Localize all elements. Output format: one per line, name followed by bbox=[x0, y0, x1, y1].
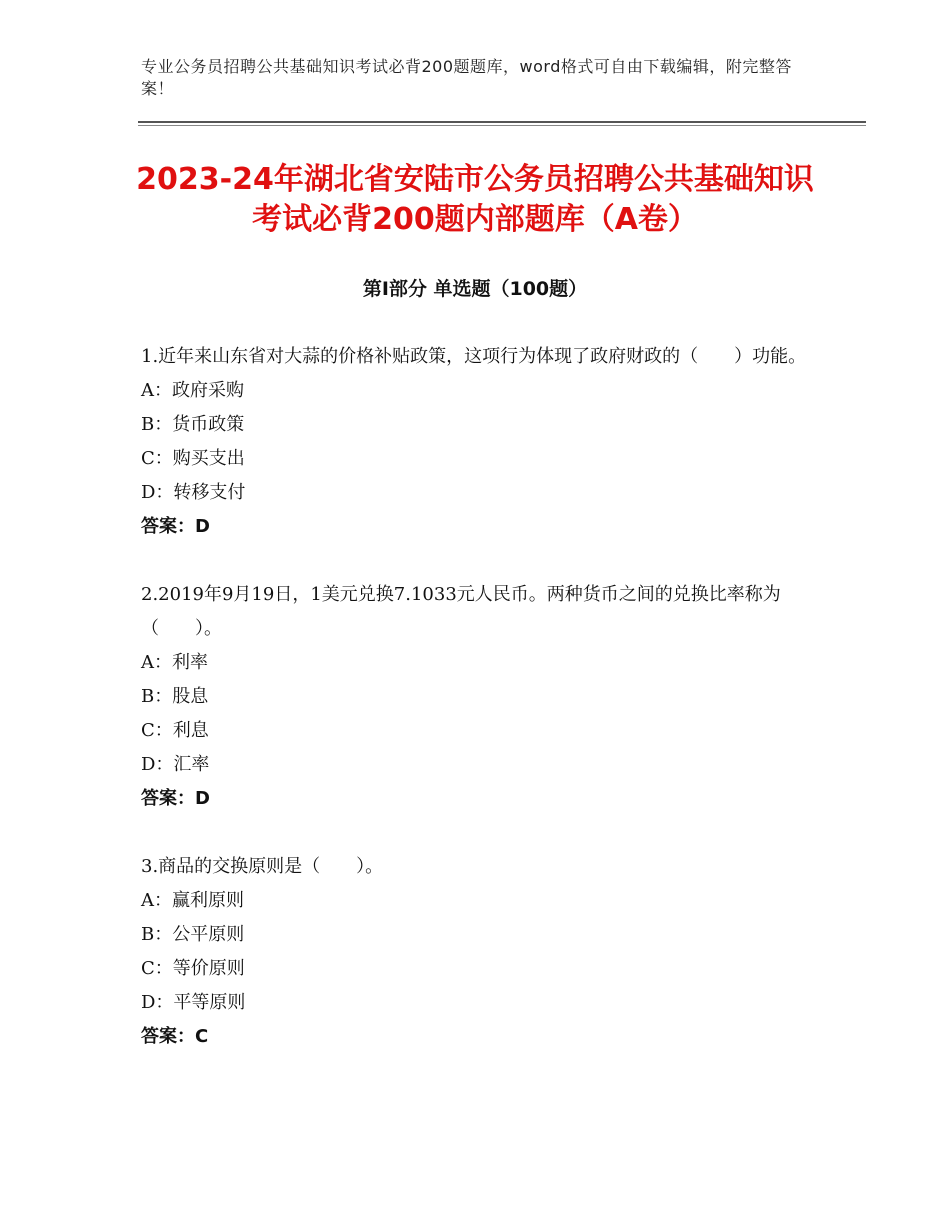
document-title: 2023-24年湖北省安陆市公务员招聘公共基础知识考试必背200题内部题库（A卷） bbox=[136, 162, 814, 237]
option-c[interactable]: C：等价原则 bbox=[141, 958, 245, 979]
header-rule bbox=[138, 121, 866, 123]
option-b[interactable]: B：公平原则 bbox=[141, 924, 245, 945]
option-a[interactable]: A：利率 bbox=[141, 652, 208, 673]
answer-text: 答案：D bbox=[141, 788, 210, 809]
answer-text: 答案：D bbox=[141, 516, 210, 537]
option-a[interactable]: A：赢利原则 bbox=[141, 890, 244, 911]
question-stem: 3.商品的交换原则是（ ）。 bbox=[141, 856, 384, 877]
option-c[interactable]: C：利息 bbox=[141, 720, 209, 741]
option-b[interactable]: B：股息 bbox=[141, 686, 209, 707]
answer-text: 答案：C bbox=[141, 1026, 209, 1047]
question-list bbox=[141, 340, 821, 1088]
question-1 bbox=[141, 340, 821, 544]
option-d[interactable]: D：转移支付 bbox=[141, 482, 246, 503]
header-rule-thin bbox=[138, 125, 866, 126]
option-c[interactable]: C：购买支出 bbox=[141, 448, 245, 469]
section-title: 第Ⅰ部分 单选题（100题） bbox=[362, 278, 588, 300]
option-d[interactable]: D：汇率 bbox=[141, 754, 210, 775]
question-stem: 1.近年来山东省对大蒜的价格补贴政策，这项行为体现了政府财政的（ ）功能。 bbox=[141, 346, 807, 367]
header-note: 专业公务员招聘公共基础知识考试必背200题题库，word格式可自由下载编辑，附完整答案！ bbox=[141, 57, 792, 98]
option-d[interactable]: D：平等原则 bbox=[141, 992, 246, 1013]
option-a[interactable]: A：政府采购 bbox=[141, 380, 244, 401]
question-stem: 2.2019年9月19日，1美元兑换7.1033元人民币。两种货币之间的兑换比率称为（ ）。 bbox=[141, 584, 781, 639]
question-3 bbox=[141, 850, 821, 1054]
option-b[interactable]: B：货币政策 bbox=[141, 414, 245, 435]
question-2 bbox=[141, 578, 821, 816]
